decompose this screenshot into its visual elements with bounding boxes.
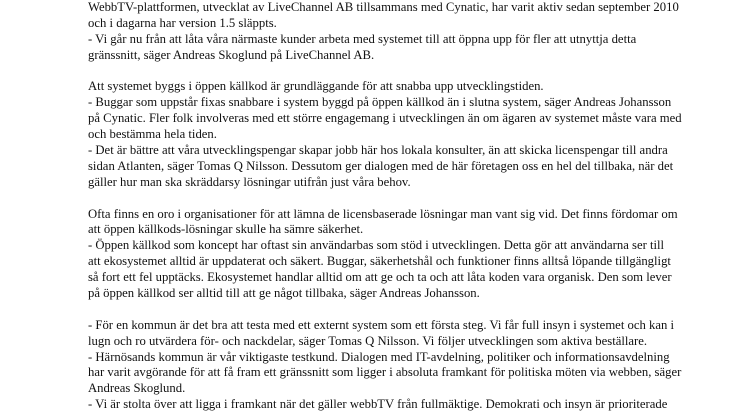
text-line: gäller hur man ska skräddarsy lösningar utifrån just våra behov. — [88, 174, 411, 189]
text-line: och i dagarna har version 1.5 släppts. — [88, 15, 277, 30]
text-line: att ekosystemet alltid är uppdaterat och säkert. Buggar, säkerhetshål och funktioner finns alltså löpande tillgängligt — [88, 254, 671, 269]
text-line: - Härnösands kommun är vår viktigaste testkund. Dialogen med IT-avdelning, politiker och informationsavdelning — [88, 349, 670, 364]
text-line: - Buggar som uppstår fixas snabbare i system byggd på öppen källkod än i slutna system, säger Andreas Johansson — [88, 95, 672, 110]
text-line: Att systemet byggs i öppen källkod är grundläggande för att snabba upp utvecklingstiden. — [88, 79, 544, 94]
text-line: sidan Atlanten, säger Tomas Q Nilsson. Dessutom ger dialogen med de här företagen oss en hel del tillbaka, när det — [88, 158, 674, 173]
text-line: att öppen källkods-lösningar skulle ha sämre säkerhet. — [88, 222, 364, 237]
text-line: lugn och ro utvärdera för- och nackdelar, säger Tomas Q Nilsson. Vi följer utvecklingen som aktiva beställare. — [88, 333, 648, 348]
paragraph-1 — [88, 0, 708, 64]
text-line: Andreas Skoglund. — [88, 381, 186, 396]
paragraph-3 — [88, 207, 708, 302]
text-line: gränssnitt, säger Andreas Skoglund på LiveChannel AB. — [88, 47, 375, 62]
text-line: - Öppen källkod som koncept har oftast sin användarbas som stöd i utvecklingen. Detta gör att användarna ser till — [88, 238, 665, 253]
paragraph-2 — [88, 79, 708, 190]
text-line: och bestämma hela tiden. — [88, 127, 217, 142]
text-line: - Vi går nu från att låta våra närmaste kunder arbeta med systemet till att öppna upp för fler att utnyttja detta — [88, 31, 637, 46]
text-line: har varit avgörande för att få fram ett gränssnitt som ligger i absoluta framkant för politiska möten via webben, säger — [88, 365, 682, 380]
text-line: på Cynatic. Fler folk involveras med ett större engagemang i utvecklingen än om ägaren av systemet måste vara med — [88, 111, 682, 126]
text-line: WebbTV-plattformen, utvecklat av LiveChannel AB tillsammans med Cynatic, har varit aktiv sedan september 2010 — [88, 0, 679, 14]
text-line: - Det är bättre att våra utvecklingspengar skapar jobb här hos lokala konsulter, än att skicka licenspengar till andra — [88, 143, 668, 158]
text-line: - För en kommun är det bra att testa med ett externt system som ett första steg. Vi får full insyn i systemet och kan i — [88, 317, 675, 332]
document-body — [88, 0, 708, 413]
text-line: på öppen källkod ser alltid till att ge något tillbaka, säger Andreas Johansson. — [88, 286, 480, 301]
paragraph-gap — [88, 64, 708, 80]
paragraph-gap — [88, 302, 708, 318]
paragraph-gap — [88, 191, 708, 207]
text-line: - Vi är stolta över att ligga i framkant när det gäller webbTV från fullmäktige. Demokrati och insyn är prioriterade — [88, 397, 668, 412]
paragraph-4 — [88, 318, 708, 413]
text-line: så fort ett fel upptäcks. Ekosystemet handlar alltid om att ge och ta och att låta koden vara organisk. Den som lever — [88, 270, 672, 285]
text-line: Ofta finns en oro i organisationer för att lämna de licensbaserade lösningar man vant sig vid. Det finns fördomar om — [88, 206, 678, 221]
